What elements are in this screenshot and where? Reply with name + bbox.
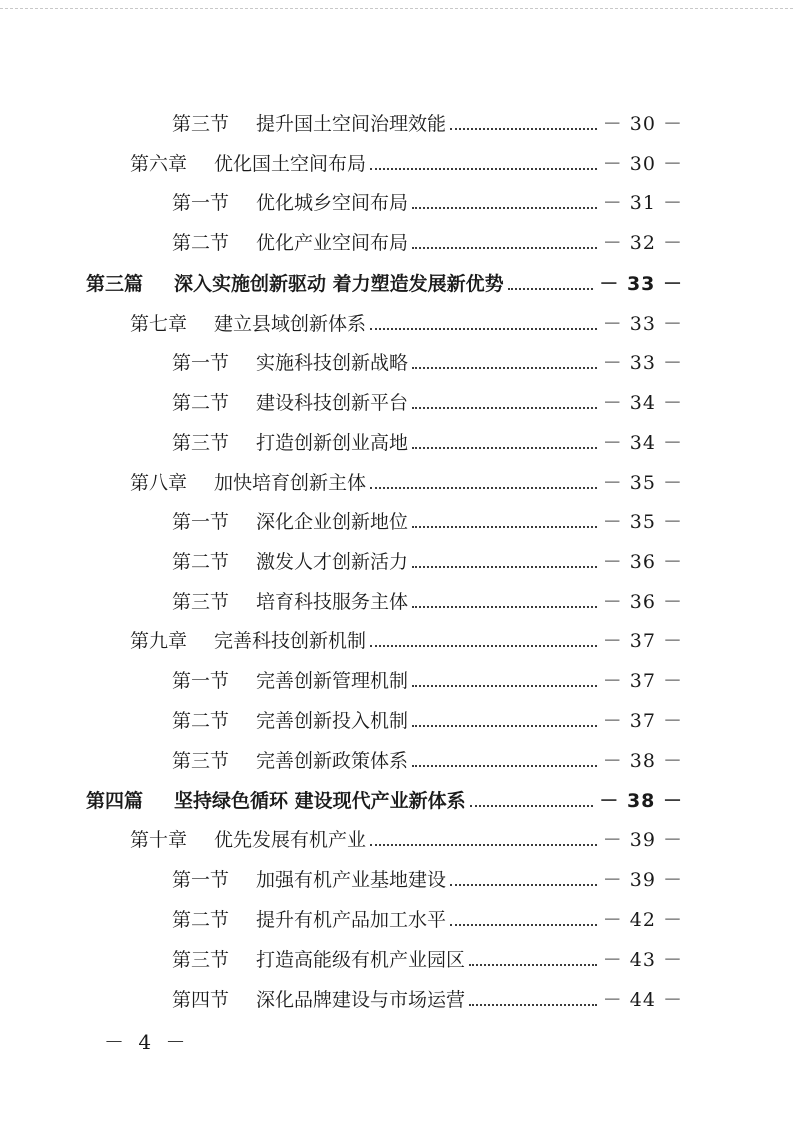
dot-leader — [412, 526, 597, 528]
toc-entry-section — [0, 421, 793, 461]
dot-leader — [412, 765, 597, 767]
toc-entry-title: 深化品牌建设与市场运营 — [256, 988, 466, 1011]
toc-entry-title: 优先发展有机产业 — [214, 828, 367, 851]
toc-entry-page: － 30 － — [602, 112, 683, 135]
toc-entry-chapter — [0, 619, 793, 659]
dot-leader — [412, 407, 597, 409]
toc-entry-page: － 44 － — [602, 988, 683, 1011]
toc-entry-page: － 35 － — [602, 471, 683, 494]
toc-entry-section — [0, 699, 793, 739]
toc-entry-section — [0, 341, 793, 381]
toc-entry-title: 建设科技创新平台 — [256, 391, 409, 414]
toc-entry-number: 第一节 — [172, 510, 230, 533]
toc-entry-section — [0, 938, 793, 978]
toc-entry-title: 深化企业创新地位 — [256, 510, 409, 533]
dot-leader — [450, 884, 597, 886]
toc-entry-title: 优化国土空间布局 — [214, 152, 367, 175]
toc-entry-page: － 37 － — [602, 629, 683, 652]
dot-leader — [370, 487, 597, 489]
toc-entry-number: 第十章 — [130, 828, 188, 851]
dot-leader — [412, 606, 597, 608]
toc-entry-number: 第二节 — [172, 908, 230, 931]
dot-leader — [412, 247, 597, 249]
toc-entry-part — [0, 262, 793, 302]
toc-entry-title: 实施科技创新战略 — [256, 351, 409, 374]
dot-leader — [412, 207, 597, 209]
toc-entry-number: 第九章 — [130, 629, 188, 652]
toc-entry-page: － 35 － — [602, 510, 683, 533]
toc-entry-page: － 38 － — [602, 749, 683, 772]
toc-entry-title: 优化城乡空间布局 — [256, 191, 409, 214]
toc-entry-page: － 39 － — [602, 868, 683, 891]
dot-leader — [370, 645, 597, 647]
toc-entry-title: 打造创新创业高地 — [256, 431, 409, 454]
dot-leader — [450, 924, 597, 926]
toc-entry-chapter — [0, 818, 793, 858]
toc-entry-page: － 32 － — [602, 231, 683, 254]
toc-entry-number: 第一节 — [172, 351, 230, 374]
toc-entry-page: － 30 － — [602, 152, 683, 175]
toc-entry-number: 第二节 — [172, 550, 230, 573]
toc-entry-title: 完善科技创新机制 — [214, 629, 367, 652]
toc-entry-page: － 37 － — [602, 669, 683, 692]
toc-entry-section — [0, 858, 793, 898]
toc-entry-section — [0, 978, 793, 1018]
dot-leader — [370, 328, 597, 330]
toc-entry-title: 坚持绿色循环 建设现代产业新体系 — [174, 789, 466, 812]
toc-entry-chapter — [0, 302, 793, 342]
toc-entry-number: 第七章 — [130, 312, 188, 335]
toc-entry-page: － 38 － — [599, 789, 683, 812]
toc-entry-number: 第二节 — [172, 391, 230, 414]
dot-leader — [412, 367, 597, 369]
toc-entry-title: 提升有机产品加工水平 — [256, 908, 447, 931]
toc-entry-number: 第三节 — [172, 590, 230, 613]
toc-entry-number: 第四篇 — [86, 789, 144, 812]
dot-leader — [370, 844, 597, 846]
toc-entry-title: 提升国土空间治理效能 — [256, 112, 447, 135]
dot-leader — [412, 685, 597, 687]
toc-entry-title: 完善创新投入机制 — [256, 709, 409, 732]
toc-entry-title: 培育科技服务主体 — [256, 590, 409, 613]
toc-entry-number: 第二节 — [172, 231, 230, 254]
toc-entry-title: 建立县域创新体系 — [214, 312, 367, 335]
dot-leader — [412, 447, 597, 449]
toc-entry-section — [0, 381, 793, 421]
toc-entry-page: － 37 － — [602, 709, 683, 732]
page-number: － 4 － — [104, 1030, 190, 1054]
toc-entry-page: － 33 － — [602, 351, 683, 374]
toc-entry-title: 深入实施创新驱动 着力塑造发展新优势 — [174, 272, 504, 295]
toc-entry-number: 第一节 — [172, 868, 230, 891]
toc-entry-page: － 34 － — [602, 431, 683, 454]
toc-entry-section — [0, 540, 793, 580]
toc-entry-section — [0, 739, 793, 779]
toc-entry-title: 加强有机产业基地建设 — [256, 868, 447, 891]
toc-entry-title: 加快培育创新主体 — [214, 471, 367, 494]
toc-entry-page: － 33 － — [599, 272, 683, 295]
dot-leader — [469, 964, 597, 966]
toc-entry-title: 打造高能级有机产业园区 — [256, 948, 466, 971]
toc-entry-chapter — [0, 142, 793, 182]
toc-entry-number: 第二节 — [172, 709, 230, 732]
toc-entry-number: 第六章 — [130, 152, 188, 175]
toc-entry-number: 第一节 — [172, 191, 230, 214]
toc-entry-section — [0, 659, 793, 699]
toc-entry-chapter — [0, 461, 793, 501]
toc-entry-title: 完善创新政策体系 — [256, 749, 409, 772]
toc-entry-page: － 34 － — [602, 391, 683, 414]
toc-entry-section — [0, 221, 793, 261]
toc-entry-page: － 43 － — [602, 948, 683, 971]
toc-entry-number: 第一节 — [172, 669, 230, 692]
dot-leader — [370, 168, 597, 170]
dot-leader — [412, 566, 597, 568]
toc-entry-number: 第三节 — [172, 948, 230, 971]
toc-entry-section — [0, 500, 793, 540]
dot-leader — [469, 1004, 597, 1006]
dot-leader — [412, 725, 597, 727]
toc-entry-section — [0, 181, 793, 221]
toc-entry-title: 完善创新管理机制 — [256, 669, 409, 692]
toc-entry-part — [0, 779, 793, 819]
toc-entry-number: 第三节 — [172, 112, 230, 135]
toc-entry-section — [0, 580, 793, 620]
toc-entry-page: － 36 － — [602, 590, 683, 613]
toc-entry-section — [0, 898, 793, 938]
toc-entry-page: － 33 － — [602, 312, 683, 335]
dot-leader — [450, 128, 597, 130]
toc-entry-number: 第三篇 — [86, 272, 144, 295]
toc-entry-page: － 39 － — [602, 828, 683, 851]
toc-entry-section — [0, 102, 793, 142]
dot-leader — [508, 288, 594, 290]
toc-entry-number: 第八章 — [130, 471, 188, 494]
toc-entry-number: 第三节 — [172, 431, 230, 454]
toc-entry-number: 第三节 — [172, 749, 230, 772]
dot-leader — [470, 805, 594, 807]
toc-entry-title: 优化产业空间布局 — [256, 231, 409, 254]
toc-entry-title: 激发人才创新活力 — [256, 550, 409, 573]
toc-entry-page: － 31 － — [602, 191, 683, 214]
toc-entry-number: 第四节 — [172, 988, 230, 1011]
toc-entry-page: － 36 － — [602, 550, 683, 573]
toc-entry-page: － 42 － — [602, 908, 683, 931]
